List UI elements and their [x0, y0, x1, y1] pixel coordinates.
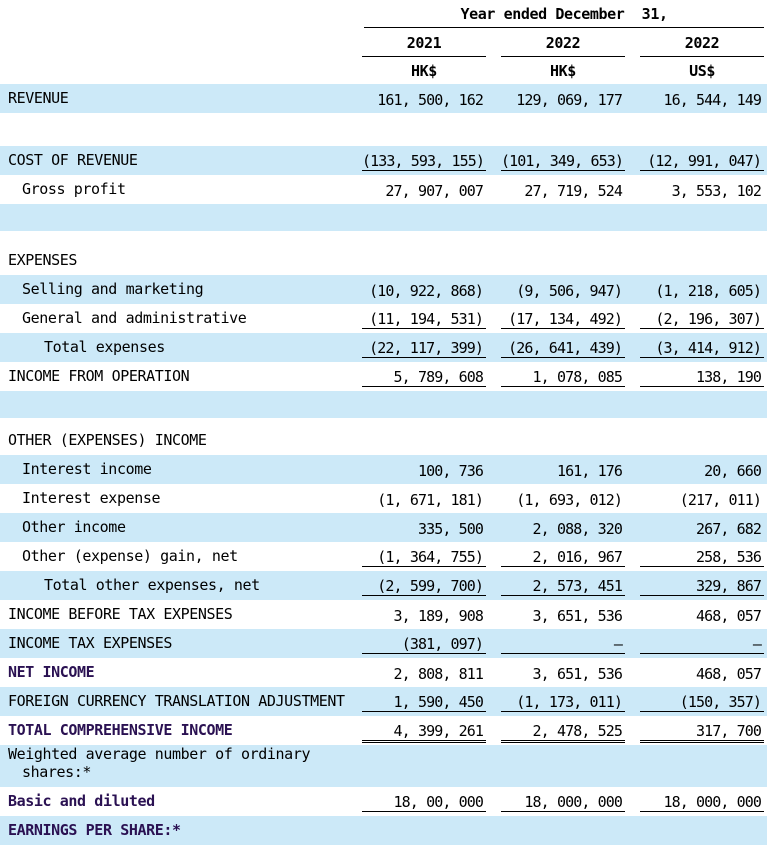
- value-cell: [489, 418, 628, 426]
- value-cell: [489, 455, 628, 484]
- table-row: [0, 175, 767, 204]
- row-label: INCOME TAX EXPENSES: [8, 634, 172, 652]
- value-text: (101, 349, 653): [501, 153, 625, 171]
- value-text: 161, 500, 162: [377, 91, 483, 109]
- value-cell: [489, 304, 628, 333]
- value-cell: [489, 716, 628, 745]
- value-cell: [350, 275, 489, 304]
- value-text: (10, 922, 868): [369, 282, 483, 300]
- value-cell: [350, 175, 489, 204]
- value-cell: [350, 716, 489, 745]
- value-text: 5, 789, 608: [362, 369, 486, 387]
- value-text: 1, 078, 085: [501, 369, 625, 387]
- row-label: [0, 204, 350, 231]
- table-row: [0, 304, 767, 333]
- value-cell: [489, 113, 628, 146]
- value-cell: [628, 484, 767, 513]
- table-row: [0, 542, 767, 571]
- value-cell: [628, 426, 767, 455]
- value-cell: [628, 513, 767, 542]
- value-cell: [628, 418, 767, 426]
- currency-hkd-label: HK$: [550, 62, 576, 80]
- table-row: [0, 246, 767, 275]
- value-cell: [350, 513, 489, 542]
- value-text: 258, 536: [640, 549, 764, 567]
- header-currency-cell: [489, 57, 628, 84]
- row-label: [0, 231, 350, 246]
- value-cell: [489, 175, 628, 204]
- row-label: OTHER (EXPENSES) INCOME: [8, 431, 207, 449]
- row-label: General and administrative: [22, 309, 247, 327]
- value-cell: [628, 600, 767, 629]
- value-text: 3, 651, 536: [532, 665, 622, 683]
- value-cell: [489, 484, 628, 513]
- value-cell: [350, 391, 489, 418]
- table-row: [0, 658, 767, 687]
- value-cell: [350, 629, 489, 658]
- value-cell: [489, 146, 628, 175]
- value-text: 3, 553, 102: [671, 182, 762, 200]
- row-label: TOTAL COMPREHENSIVE INCOME: [8, 721, 233, 739]
- value-text: 1, 590, 450: [362, 694, 486, 712]
- value-cell: [628, 816, 767, 845]
- value-text: 329, 867: [640, 578, 764, 596]
- value-text: (133, 593, 155): [362, 153, 486, 171]
- row-label: Total expenses: [44, 338, 165, 356]
- value-text: 317, 700: [640, 723, 764, 741]
- header-period-cell: [350, 0, 767, 28]
- value-text: (3, 414, 912): [640, 340, 764, 358]
- table-row: [0, 571, 767, 600]
- value-cell: [489, 787, 628, 816]
- row-label: [0, 391, 350, 418]
- value-text: 138, 190: [640, 369, 764, 387]
- row-label: Other (expense) gain, net: [22, 547, 238, 565]
- value-text: 2, 088, 320: [532, 520, 622, 538]
- value-text: (9, 506, 947): [516, 282, 622, 300]
- header-period-row: [0, 0, 767, 28]
- value-cell: [350, 146, 489, 175]
- table-row: [0, 787, 767, 816]
- table-row: [0, 362, 767, 391]
- value-cell: [628, 571, 767, 600]
- value-text: 129, 069, 177: [516, 91, 622, 109]
- row-label: Total other expenses, net: [44, 576, 260, 594]
- value-text: 468, 057: [695, 665, 762, 683]
- value-cell: [489, 658, 628, 687]
- value-cell: [350, 113, 489, 146]
- header-year-cell: [350, 28, 489, 57]
- value-cell: [350, 333, 489, 362]
- header-empty-cell: [0, 57, 350, 84]
- value-cell: [628, 146, 767, 175]
- value-text: 27, 719, 524: [524, 182, 622, 200]
- value-cell: [628, 175, 767, 204]
- value-text: —: [501, 636, 625, 654]
- value-cell: [628, 687, 767, 716]
- spacer-row: [0, 204, 767, 231]
- value-cell: [350, 484, 489, 513]
- row-label: [0, 113, 350, 146]
- row-label: Gross profit: [22, 180, 126, 198]
- value-text: (11, 194, 531): [362, 311, 486, 329]
- value-cell: [489, 84, 628, 113]
- table-row: [0, 600, 767, 629]
- value-text: —: [640, 636, 764, 654]
- currency-hkd-label: HK$: [411, 62, 437, 80]
- value-cell: [628, 542, 767, 571]
- value-text: 16, 544, 149: [663, 91, 762, 109]
- value-cell: [350, 687, 489, 716]
- row-label: EXPENSES: [8, 251, 78, 269]
- value-text: 18, 00, 000: [362, 794, 486, 812]
- spacer-row: [0, 113, 767, 146]
- value-text: (1, 671, 181): [377, 491, 483, 509]
- row-label: FOREIGN CURRENCY TRANSLATION ADJUSTMENT: [8, 692, 345, 710]
- value-cell: [628, 716, 767, 745]
- row-label: INCOME BEFORE TAX EXPENSES: [8, 605, 233, 623]
- value-text: 18, 000, 000: [640, 794, 764, 812]
- value-cell: [489, 542, 628, 571]
- value-cell: [628, 391, 767, 418]
- value-cell: [628, 304, 767, 333]
- value-text: (217, 011): [679, 491, 762, 509]
- value-text: (1, 693, 012): [516, 491, 622, 509]
- value-text: 161, 176: [556, 462, 622, 480]
- spacer-row: [0, 418, 767, 426]
- value-text: 18, 000, 000: [501, 794, 625, 812]
- row-label: Basic and diluted: [8, 792, 155, 810]
- value-text: 2, 573, 451: [501, 578, 625, 596]
- table-row: [0, 816, 767, 845]
- value-text: 27, 907, 007: [385, 182, 483, 200]
- year-2022-usd-label: 2022: [640, 34, 764, 57]
- value-text: 3, 651, 536: [532, 607, 622, 625]
- row-label: COST OF REVENUE: [8, 151, 138, 169]
- value-cell: [350, 787, 489, 816]
- value-text: 20, 660: [704, 462, 762, 480]
- value-cell: [489, 600, 628, 629]
- header-empty-cell: [0, 28, 350, 57]
- value-text: 335, 500: [417, 520, 483, 538]
- value-cell: [350, 418, 489, 426]
- value-text: (2, 196, 307): [640, 311, 764, 329]
- value-cell: [350, 246, 489, 275]
- row-label: [0, 418, 350, 426]
- table-row: [0, 745, 767, 787]
- spacer-row: [0, 231, 767, 246]
- value-cell: [350, 204, 489, 231]
- value-cell: [628, 787, 767, 816]
- table-row: [0, 716, 767, 745]
- value-text: (381, 097): [362, 636, 486, 654]
- row-label: EARNINGS PER SHARE:*: [8, 821, 181, 839]
- value-text: 100, 736: [417, 462, 483, 480]
- row-label: Selling and marketing: [22, 280, 204, 298]
- value-cell: [489, 426, 628, 455]
- year-2022-label: 2022: [501, 34, 625, 57]
- value-text: 4, 399, 261: [362, 723, 486, 741]
- value-text: 267, 682: [695, 520, 762, 538]
- value-cell: [628, 362, 767, 391]
- value-cell: [350, 658, 489, 687]
- table-row: [0, 84, 767, 113]
- currency-usd-label: US$: [689, 62, 715, 80]
- value-cell: [489, 571, 628, 600]
- header-year-cell: [489, 28, 628, 57]
- value-cell: [489, 204, 628, 231]
- value-cell: [489, 816, 628, 845]
- value-cell: [350, 542, 489, 571]
- value-cell: [628, 275, 767, 304]
- value-cell: [628, 455, 767, 484]
- row-label: Weighted average number of ordinary shares:*: [8, 745, 311, 781]
- value-cell: [350, 426, 489, 455]
- value-cell: [350, 362, 489, 391]
- value-cell: [489, 246, 628, 275]
- value-cell: [350, 745, 489, 787]
- value-text: (1, 173, 011): [501, 694, 625, 712]
- value-text: (26, 641, 439): [501, 340, 625, 358]
- value-cell: [628, 333, 767, 362]
- year-2021-label: 2021: [362, 34, 486, 57]
- value-cell: [628, 84, 767, 113]
- value-cell: [350, 600, 489, 629]
- table-row: [0, 687, 767, 716]
- value-cell: [489, 275, 628, 304]
- value-cell: [489, 362, 628, 391]
- header-years-row: [0, 28, 767, 57]
- value-cell: [489, 391, 628, 418]
- statement-body: [0, 84, 767, 845]
- header-year-cell: [628, 28, 767, 57]
- value-cell: [628, 231, 767, 246]
- value-cell: [489, 745, 628, 787]
- value-cell: [489, 513, 628, 542]
- value-text: (12, 991, 047): [640, 153, 764, 171]
- value-cell: [489, 231, 628, 246]
- period-title: Year ended December 31,: [364, 5, 764, 28]
- row-label: NET INCOME: [8, 663, 95, 681]
- value-text: (1, 218, 605): [655, 282, 762, 300]
- value-cell: [489, 687, 628, 716]
- value-cell: [350, 231, 489, 246]
- value-text: (1, 364, 755): [362, 549, 486, 567]
- table-row: [0, 275, 767, 304]
- header-currency-cell: [628, 57, 767, 84]
- value-text: (2, 599, 700): [362, 578, 486, 596]
- value-cell: [628, 113, 767, 146]
- value-cell: [628, 745, 767, 787]
- value-text: (150, 357): [640, 694, 764, 712]
- header-empty-cell: [0, 0, 350, 28]
- table-row: [0, 426, 767, 455]
- value-text: 3, 189, 908: [393, 607, 483, 625]
- value-cell: [489, 629, 628, 658]
- row-label: Interest expense: [22, 489, 161, 507]
- value-cell: [628, 204, 767, 231]
- value-cell: [350, 571, 489, 600]
- spacer-row: [0, 391, 767, 418]
- table-row: [0, 513, 767, 542]
- value-text: 2, 016, 967: [501, 549, 625, 567]
- value-text: (17, 134, 492): [501, 311, 625, 329]
- row-label: Interest income: [22, 460, 152, 478]
- table-row: [0, 333, 767, 362]
- value-cell: [350, 816, 489, 845]
- value-text: 2, 808, 811: [393, 665, 483, 683]
- table-row: [0, 484, 767, 513]
- header-currency-row: [0, 57, 767, 84]
- row-label: INCOME FROM OPERATION: [8, 367, 190, 385]
- row-label: Other income: [22, 518, 126, 536]
- value-text: 468, 057: [695, 607, 762, 625]
- value-cell: [350, 304, 489, 333]
- value-cell: [489, 333, 628, 362]
- table-row: [0, 146, 767, 175]
- table-row: [0, 629, 767, 658]
- value-cell: [350, 455, 489, 484]
- value-cell: [628, 629, 767, 658]
- table-header: [0, 0, 767, 84]
- value-cell: [628, 246, 767, 275]
- header-currency-cell: [350, 57, 489, 84]
- value-cell: [628, 658, 767, 687]
- value-text: 2, 478, 525: [501, 723, 625, 741]
- table-row: [0, 455, 767, 484]
- value-cell: [350, 84, 489, 113]
- row-label: REVENUE: [8, 89, 69, 107]
- value-text: (22, 117, 399): [362, 340, 486, 358]
